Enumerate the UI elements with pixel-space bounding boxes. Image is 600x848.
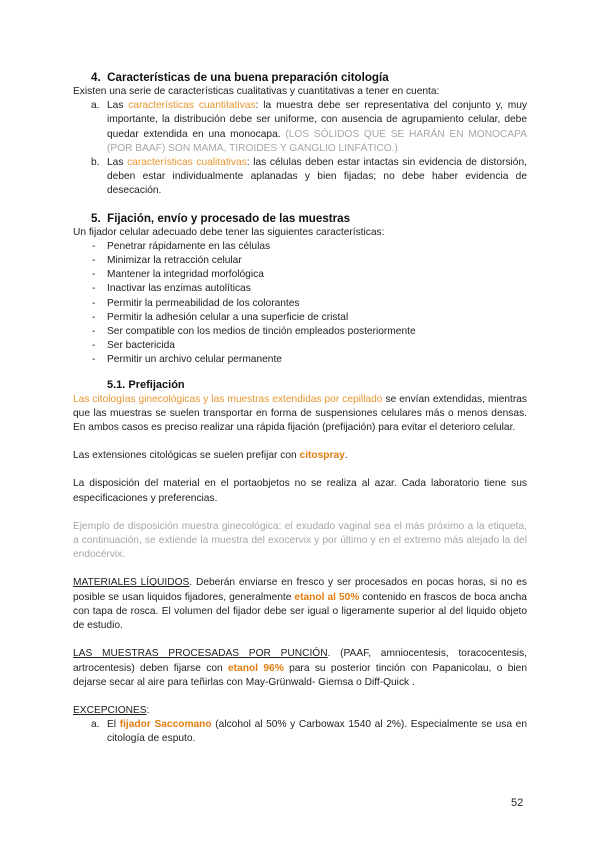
list-item: - Minimizar la retracción celular: [92, 255, 242, 267]
section-5-intro: Un fijador celular adecuado debe tener las siguientes características:: [73, 226, 385, 238]
underlined-heading: LAS MUESTRAS PROCESADAS POR PUNCIÓN: [73, 648, 328, 660]
list-item: - Permitir la permeabilidad de los colorantes: [92, 297, 300, 309]
page-number: 52: [511, 797, 524, 809]
list-item: - Ser bactericida: [92, 340, 175, 352]
highlight-text: Las citologías ginecológicas y las muestras extendidas por cepillado: [73, 393, 383, 405]
list-item: - Ser compatible con los medios de tinción empleados posteriormente: [92, 326, 416, 338]
list-marker: a.: [91, 100, 100, 112]
section-4-title: Características de una buena preparación citología: [107, 71, 389, 84]
underlined-heading: EXCEPCIONES: [73, 704, 147, 716]
section-5-1-heading: 5.1. Prefijación: [107, 378, 185, 391]
section-5-number: 5.: [91, 211, 101, 225]
fixative-characteristics-list: [73, 240, 527, 368]
list-marker: a.: [91, 719, 100, 731]
section-4-number: 4.: [91, 71, 101, 84]
section-5-title: Fijación, envío y procesado de las muestras: [107, 211, 351, 225]
highlight-text: citospray: [299, 450, 345, 462]
side-note: (LOS SÓLIDOS QUE SE HARÁN EN MONOCAPA (POR BAAF) SON MAMA, TIROIDES Y GANGLIO LINFÁTICO.): [107, 128, 527, 154]
prefixation-paragraph: Las citologías ginecológicas y las muestras extendidas por cepillado se envían extendidas, mientras que las muestras se suelen transportar en forma de suspensiones celulares más o menos densas. En ambos casos es preciso realizar una rápida fijación (prefijación) para evitar el deterioro celular.: [73, 393, 528, 434]
exceptions-heading: EXCEPCIONES:: [73, 704, 150, 716]
list-item-b: b. Las características cualitativas: las células deben estar intactas sin evidencia de distorsión, deben estar individualmente aplanadas y bien fijadas; no debe haber evidencia de desecación.: [91, 157, 527, 197]
list-item: - Penetrar rápidamente en las células: [92, 240, 271, 252]
highlight-text: etanol al 50%: [294, 591, 360, 603]
citospray-paragraph: Las extensiones citológicas se suelen prefijar con citospray.: [73, 450, 348, 462]
list-item: - Permitir la adhesión celular a una superficie de cristal: [92, 311, 349, 323]
liquid-materials-paragraph: MATERIALES LÍQUIDOS. Deberán enviarse en fresco y ser procesados en pocas horas, si no es posible se usan liquidos fijadores, generalmente etanol al 50% contenido en frascos de boca ancha con tapa de rosca. El volumen del fijador debe ser igual o ligeramente superior al del liquido objeto de estudio.: [73, 577, 527, 632]
list-marker: b.: [91, 157, 100, 169]
section-4-heading: [73, 70, 527, 85]
section-5-heading: [73, 211, 527, 226]
slide-layout-paragraph: La disposición del material en el portaobjetos no se realiza al azar. Cada laboratorio tiene sus especificaciones y preferencias.: [73, 478, 527, 504]
list-item-a: a. Las características cuantitativas: la muestra debe ser representativa del conjunto y, muy importante, la distribución debe ser uniforme, con ausencia de agrupamiento celular, debe quedar extendida en una monocapa. (LOS SÓLIDOS QUE SE HARÁN EN MONOCAPA (POR BAAF) SON MAMA, TIROIDES Y GANGLIO LINFÁTICO.): [91, 100, 527, 154]
list-item: - Inactivar las enzimas autolíticas: [92, 283, 251, 295]
puncture-samples-paragraph: LAS MUESTRAS PROCESADAS POR PUNCIÓN. (PAAF, amniocentesis, toracocentesis, artrocentesis) deben fijarse con etanol 96% para su posterior tinción con Papanicolau, o bien dejarse secar al aire para teñirlas con May-Grünwald- Giemsa o Diff-Quick .: [73, 648, 527, 688]
highlight-text: características cuantitativas: [128, 100, 256, 112]
document-page: [73, 70, 527, 747]
highlight-text: etanol 96%: [228, 662, 284, 674]
list-item: - Mantener la integridad morfológica: [92, 269, 264, 281]
example-paragraph: Ejemplo de disposición muestra ginecológica: el exudado vaginal sea el más próximo a la etiqueta, a continuación, se extiende la muestra del exocervix y por último y en el extremo más alejado la del endocérvix.: [73, 520, 527, 561]
highlight-text: características cualitativas: [127, 157, 247, 169]
exception-item-a: a. El fijador Saccomano (alcohol al 50% y Carbowax 1540 al 2%). Especialmente se usa en citología de esputo.: [91, 719, 527, 745]
list-item: - Permitir un archivo celular permanente: [92, 354, 282, 366]
section-4-intro: Existen una serie de características cualitativas y cuantitativas a tener en cuenta:: [73, 86, 440, 97]
highlight-text: fijador Saccomano: [119, 719, 212, 731]
underlined-heading: MATERIALES LÍQUIDOS: [73, 577, 190, 589]
